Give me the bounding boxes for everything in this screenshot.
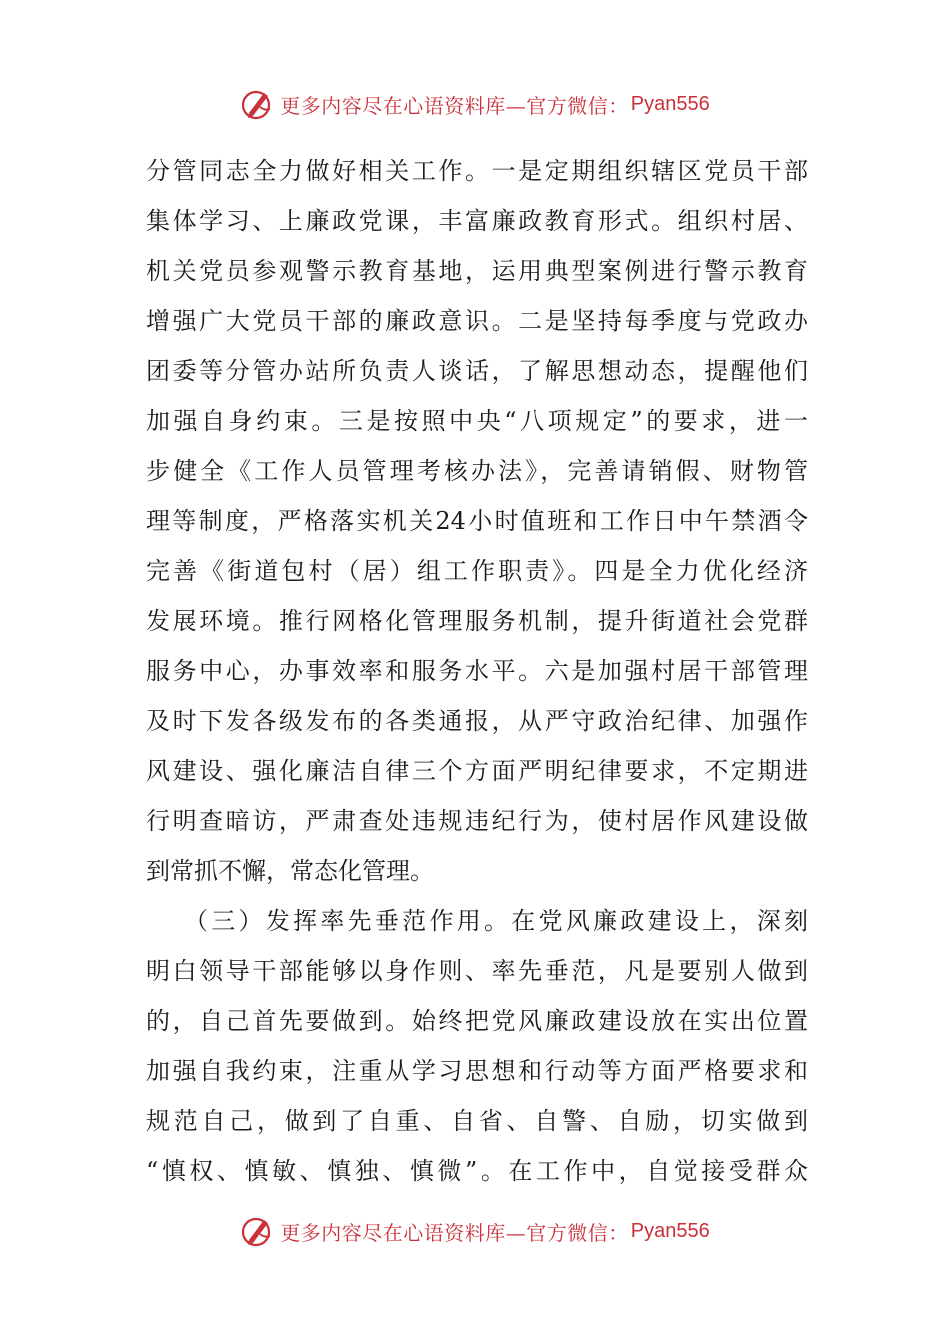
pen-logo-icon [240,87,274,121]
paragraph-end-line: 到常抓不懈，常态化管理。 [146,857,434,885]
body-line: 步健全《工作人员管理考核办法》，完善请销假、财物管 [146,457,808,485]
body-line: 发展环境。推行网格化管理服务机制，提升街道社会党群 [146,607,808,635]
body-line: 的，自己首先要做到。始终把党风廉政建设放在实出位置 [146,1007,808,1035]
body-line: 集体学习、上廉政党课，丰富廉政教育形式。组织村居、 [146,207,808,235]
body-line: 机关党员参观警示教育基地，运用典型案例进行警示教育 [146,257,808,285]
body-line: 理等制度，严格落实机关24小时值班和工作日中午禁酒令 [146,507,808,535]
body-line: 服务中心，办事效率和服务水平。六是加强村居干部管理 [146,657,808,685]
footer-watermark-banner [0,1211,950,1251]
watermark-site-text: 更多内容尽在心语资料库—官方微信： [280,93,629,118]
body-line: “慎权、慎敏、慎独、慎微”。在工作中，自觉接受群众 [146,1157,808,1185]
body-line: 分管同志全力做好相关工作。一是定期组织辖区党员干部 [146,157,808,185]
document-body [146,146,808,1196]
body-line: 增强广大党员干部的廉政意识。二是坚持每季度与党政办 [146,307,808,335]
header-watermark-banner [0,84,950,124]
body-line: 团委等分管办站所负责人谈话，了解思想动态，提醒他们 [146,357,808,385]
body-line: 风建设、强化廉洁自律三个方面严明纪律要求，不定期进 [146,757,808,785]
body-line: 加强自身约束。三是按照中央“八项规定”的要求，进一 [146,407,808,435]
body-line: 加强自我约束，注重从学习思想和行动等方面严格要求和 [146,1057,808,1085]
pen-logo-icon [240,1214,274,1248]
body-line: 及时下发各级发布的各类通报，从严守政治纪律、加强作 [146,707,808,735]
body-line: 完善《街道包村（居）组工作职责》。四是全力优化经济 [146,557,808,585]
section-heading-line: （三）发挥率先垂范作用。在党风廉政建设上，深刻 [184,907,808,935]
watermark-wechat-id: Pyan556 [630,92,710,115]
body-line: 明白领导干部能够以身作则、率先垂范，凡是要别人做到 [146,957,808,985]
watermark-wechat-id: Pyan556 [630,1219,710,1242]
body-line: 行明查暗访，严肃查处违规违纪行为，使村居作风建设做 [146,807,808,835]
watermark-site-text: 更多内容尽在心语资料库—官方微信： [280,1220,629,1245]
body-line: 规范自己，做到了自重、自省、自警、自励，切实做到 [146,1107,808,1135]
